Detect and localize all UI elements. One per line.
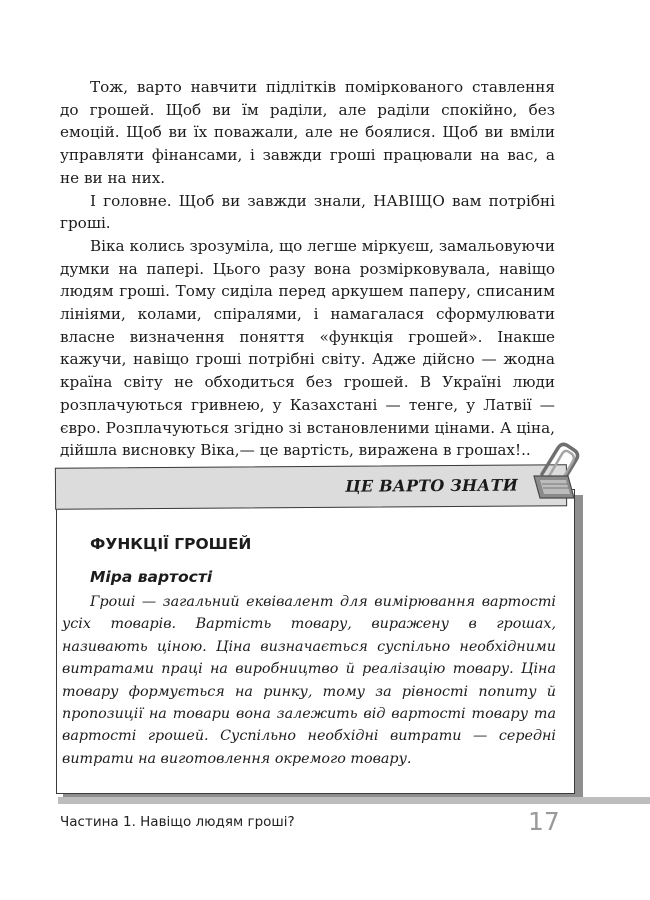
paragraph-3: Віка колись зрозуміла, що легше міркуєш, замальовуючи думки на папері. Цього разу вона розмірковувала, навіщо людям гроші. Тому сиділа перед аркушем паперу, списаним лініями, колами, спіралями, і намагалася сформулювати власне визначення поняття «функція грошей». Інакше кажучи, навіщо гроші потрібні світу. Адже дійсно — жодна країна світу не обходиться без грошей. В Україні люди розплачуються гривнею, у Казахстані — тенге, у Латвії — євро. Розплачуються згідно зі встановленими цінами. А ціна, дійшла висновку Віка,— це вартість, виражена в грошах!.. [60,236,555,460]
info-banner [55,464,567,510]
box-subheading: Міра вартості [90,568,213,586]
page-number: 17 [528,807,560,836]
paragraph-2: І головне. Щоб ви завжди знали, НАВІЩО вам потрібні гроші. [60,191,555,233]
main-text [60,76,555,462]
banner-title: ЦЕ ВАРТО ЗНАТИ [345,475,519,496]
paper-clip-icon [528,440,588,502]
box-heading: ФУНКЦІЇ ГРОШЕЙ [90,535,252,553]
paragraph-1: Тож, варто навчити підлітків поміркованого ставлення до грошей. Щоб ви їм раділи, але раділи спокійно, без емоцій. Щоб ви їх поважали, але не боялися. Щоб ви вміли управляти фінансами, і завжди гроші працювали на вас, а не ви на них. [60,78,555,187]
footer-title: Частина 1. Навіщо людям гроші? [60,814,295,830]
box-body: Гроші — загальний еквівалент для вимірювання вартості усіх товарів. Вартість товару, виражену в грошах, називають ціною. Ціна визначається суспільно необхідними витратами праці на виробництво й реалізацію товару. Ціна товару формується на ринку, тому за рівності попиту й пропозиції на товари вона залежить від вартості товару та вартості грошей. Суспільно необхідні витрати — середні витрати на виготовлення окремого товару. [62,594,556,767]
footer-rule [58,797,650,804]
